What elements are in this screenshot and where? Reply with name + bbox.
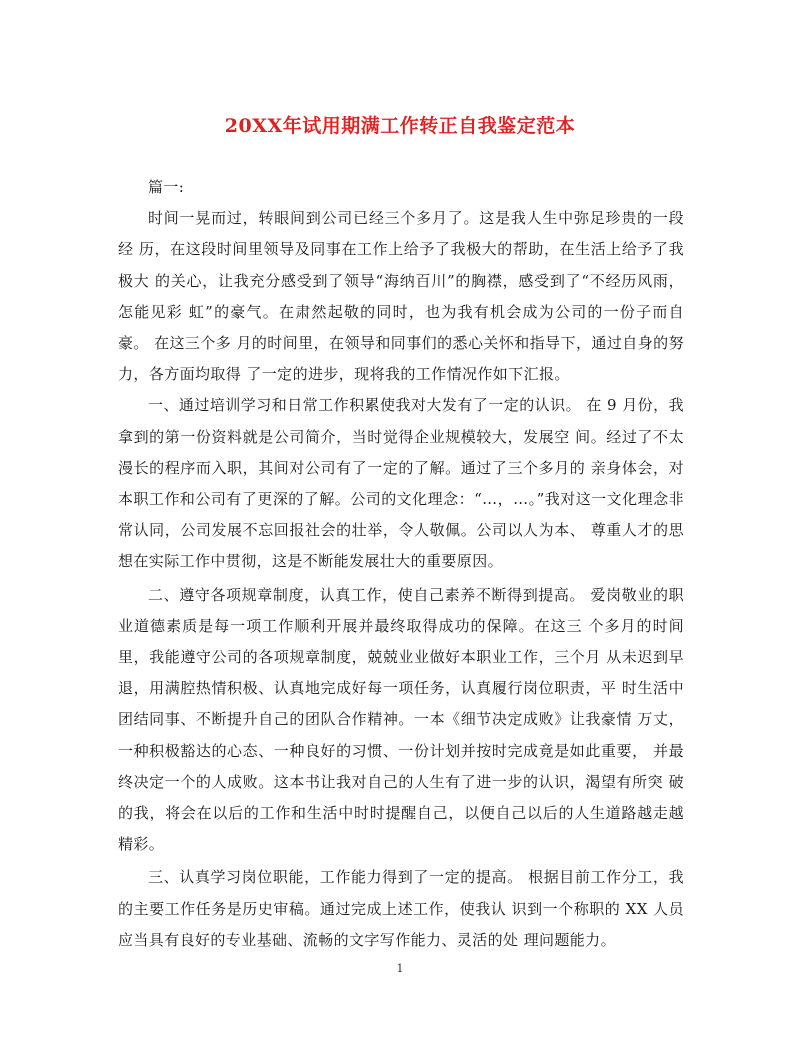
paragraph-section-two: 二、遵守各项规章制度，认真工作，使自己素养不断得到提高。 爱岗敬业的职业道德素质是每一项工作顺利开展并最终取得成功的保障。在这三 个多月的时间里，我能遵守公司的各项规章制度，兢兢业业做好本职业工作，三个月 从未迟到早退，用满腔热情积极、认真地完成好每一项任务，认真履行岗位职责，平 时生活中团结同事、不断提升自己的团队合作精神。一本《细节决定成败》让我豪情 万丈，一种积极豁达的心态、一种良好的习惯、一份计划并按时完成竟是如此重要， 并最终决定一个的人成败。这本书让我对自己的人生有了进一步的认识，渴望有所突 破的我，将会在以后的工作和生活中时时提醒自己，以便自己以后的人生道路越走越 精彩。 [118, 585, 684, 854]
paragraph-section-one: 一、通过培训学习和日常工作积累使我对大发有了一定的认识。 在 9 月份，我拿到的第一份资料就是公司简介，当时觉得企业规模较大，发展空 间。经过了不太漫长的程序而入职，其间对公司有了一定的了解。通过了三个多月的 亲身体会，对本职工作和公司有了更深的了解。公司的文化理念：“…，…。”我对这一文化理念非常认同，公司发展不忘回报社会的壮举，令人敬佩。公司以人为本、 尊重人才的思想在实际工作中贯彻，这是不断能发展壮大的重要原因。 [118, 396, 684, 571]
document-title: 20XX年试用期满工作转正自我鉴定范本 [224, 115, 576, 137]
section-label: 篇一: [148, 178, 185, 196]
document-body [118, 172, 684, 956]
paragraph-section-three: 三、认真学习岗位职能，工作能力得到了一定的提高。 根据目前工作分工，我的主要工作任务是历史审稿。通过完成上述工作，使我认 识到一个称职的 XX 人员应当具有良好的专业基础、流畅的文字写作能力、灵活的处 理问题能力。 [118, 868, 684, 949]
page-number: 1 [396, 962, 404, 975]
paragraph-intro: 时间一晃而过，转眼间到公司已经三个多月了。这是我人生中弥足珍贵的一段经 历，在这段时间里领导及同事在工作上给予了我极大的帮助，在生活上给予了我极大 的关心，让我充分感受到了领导“海纳百川”的胸襟，感受到了“不经历风雨，怎能见彩 虹”的豪气。在肃然起敬的同时，也为我有机会成为公司的一份子而自豪。 在这三个多 月的时间里，在领导和同事们的悉心关怀和指导下，通过自身的努力，各方面均取得 了一定的进步，现将我的工作情况作如下汇报。 [118, 209, 684, 384]
